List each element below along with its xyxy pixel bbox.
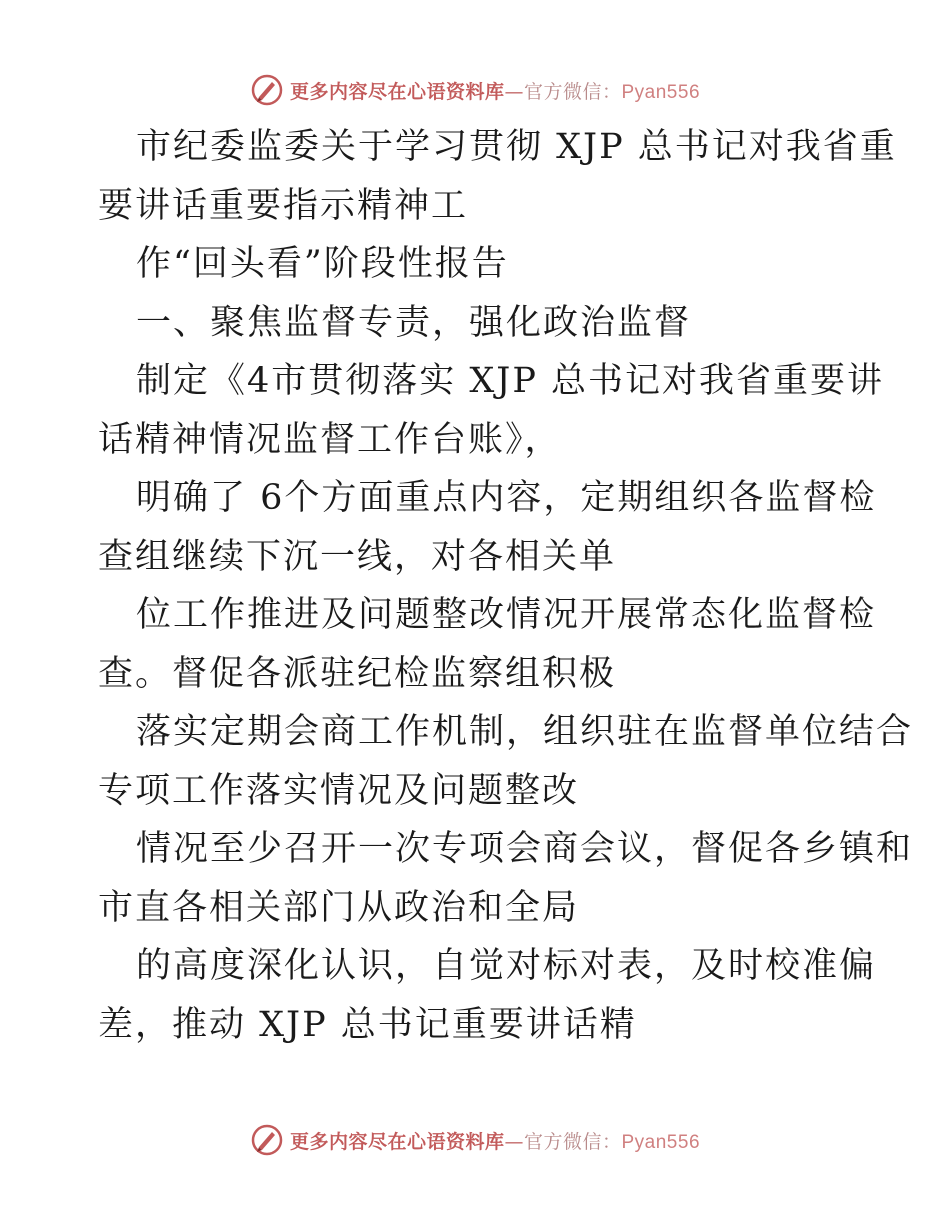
watermark-main: 更多内容尽在心语资料库 xyxy=(289,1130,505,1153)
paragraph-line: 制定《4市贯彻落实 XJP 总书记对我省重要讲 xyxy=(136,361,885,401)
watermark-footer xyxy=(0,1120,950,1160)
title-line-1: 市纪委监委关于学习贯彻 XJP 总书记对我省重 xyxy=(136,127,897,167)
watermark-wechat-label: 官方微信： xyxy=(523,1130,622,1153)
paragraph-line: 市直各相关部门从政治和全局 xyxy=(98,887,580,928)
document-body xyxy=(98,118,914,1054)
pen-logo-icon xyxy=(250,73,284,107)
title-line-2: 要讲话重要指示精神工 xyxy=(98,185,469,226)
paragraph-line: 查。督促各派驻纪检监察组积极 xyxy=(98,653,617,694)
section-heading-1: 一、聚焦监督专责，强化政治监督 xyxy=(136,302,692,343)
watermark-wechat-id: Pyan556 xyxy=(621,1131,701,1153)
title-line-3: 作“回头看”阶段性报告 xyxy=(136,244,509,284)
watermark-dash: — xyxy=(504,1130,524,1153)
pen-logo-icon xyxy=(250,1123,284,1157)
watermark-header xyxy=(0,70,950,110)
watermark-text xyxy=(290,1127,700,1154)
watermark-wechat-label: 官方微信： xyxy=(523,80,622,103)
watermark-dash: — xyxy=(504,80,524,103)
paragraph-line: 话精神情况监督工作台账》， xyxy=(98,419,562,460)
paragraph-line: 的高度深化认识，自觉对标对表，及时校准偏 xyxy=(136,946,877,986)
watermark-text xyxy=(290,77,700,104)
paragraph-line: 明确了 6个方面重点内容，定期组织各监督检 xyxy=(136,478,877,518)
paragraph-line: 差，推动 XJP 总书记重要讲话精 xyxy=(98,1004,637,1045)
paragraph-line: 查组继续下沉一线，对各相关单 xyxy=(98,536,617,577)
paragraph-line: 专项工作落实情况及问题整改 xyxy=(98,770,580,811)
paragraph-line: 情况至少召开一次专项会商会议，督促各乡镇和 xyxy=(136,829,914,869)
watermark-wechat-id: Pyan556 xyxy=(621,81,701,103)
watermark-main: 更多内容尽在心语资料库 xyxy=(289,80,505,103)
paragraph-line: 落实定期会商工作机制，组织驻在监督单位结合 xyxy=(136,712,914,752)
paragraph-line: 位工作推进及问题整改情况开展常态化监督检 xyxy=(136,595,877,635)
